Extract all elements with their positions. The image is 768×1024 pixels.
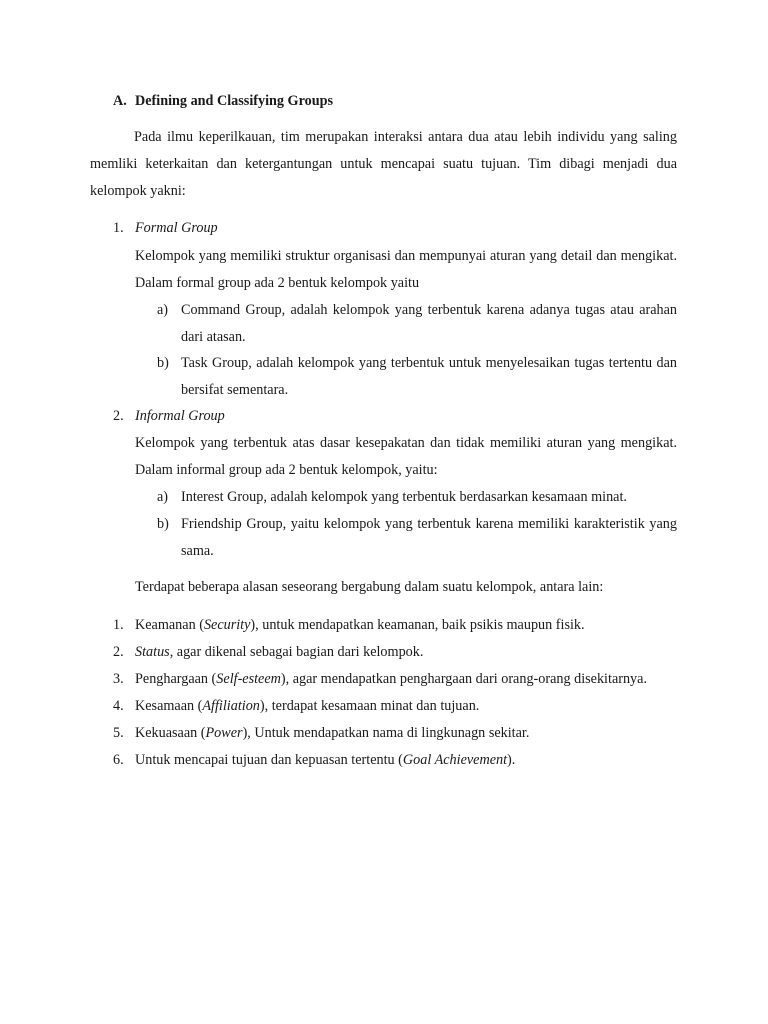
reason-term: Security xyxy=(203,617,251,633)
group-title-formal xyxy=(113,220,218,237)
reason-number: 3. xyxy=(113,671,124,687)
reason-item: 4. Kesamaan (Affiliation), terdapat kesamaan minat dan tujuan. xyxy=(113,693,677,720)
reason-term: Goal Achievement xyxy=(402,752,508,768)
subgroup-text: Command Group, adalah kelompok yang terbentuk karena adanya tugas atau arahan dari atasan. xyxy=(181,302,677,345)
group-title: Formal Group xyxy=(135,220,218,236)
subgroup-item xyxy=(157,511,677,565)
reason-item: 1. Keamanan (Security), untuk mendapatkan keamanan, baik psikis maupun fisik. xyxy=(113,612,677,639)
subgroup-item xyxy=(157,484,677,511)
subgroup-item xyxy=(157,297,677,351)
reasons-intro: Terdapat beberapa alasan seseorang bergabung dalam suatu kelompok, antara lain: xyxy=(135,579,604,595)
reason-term: Power xyxy=(205,725,243,741)
subgroup-text: Task Group, adalah kelompok yang terbentuk untuk menyelesaikan tugas tertentu dan bersifat sementara. xyxy=(181,355,677,398)
intro-paragraph: Pada ilmu keperilkauan, tim merupakan interaksi antara dua atau lebih individu yang saling memliki keterkaitan dan ketergantungan untuk mencapai suatu tujuan. Tim dibagi menjadi dua kelompok yakni: xyxy=(90,129,677,199)
group-title: Informal Group xyxy=(135,408,225,424)
reason-number: 2. xyxy=(113,644,124,660)
reason-term: Affiliation xyxy=(202,698,260,714)
subgroup-text: Friendship Group, yaitu kelompok yang terbentuk karena memiliki karakteristik yang sama. xyxy=(181,516,677,559)
reason-item: 3. Penghargaan (Self-esteem), agar mendapatkan penghargaan dari orang-orang disekitarnya. xyxy=(113,666,677,693)
group-number: 2. xyxy=(113,408,124,424)
section-title: Defining and Classifying Groups xyxy=(135,93,334,109)
section-number: A. xyxy=(113,93,127,109)
reason-item: 5. Kekuasaan (Power), Untuk mendapatkan nama di lingkunagn sekitar. xyxy=(113,720,677,747)
reason-term: Self-esteem xyxy=(216,671,281,687)
reasons-list xyxy=(113,612,677,774)
group-description-informal: Kelompok yang terbentuk atas dasar kesepakatan dan tidak memiliki aturan yang mengikat. Dalam informal group ada 2 bentuk kelompok, yaitu: xyxy=(135,435,677,478)
reason-number: 5. xyxy=(113,725,124,741)
group-description-formal: Kelompok yang memiliki struktur organisasi dan mempunyai aturan yang detail dan mengikat. Dalam formal group ada 2 bentuk kelompok yaitu xyxy=(135,248,677,291)
reason-number: 4. xyxy=(113,698,124,714)
subgroup-text: Interest Group, adalah kelompok yang terbentuk berdasarkan kesamaan minat. xyxy=(181,489,627,505)
section-heading xyxy=(113,93,333,110)
subgroup-mark: a) xyxy=(157,489,169,505)
group-number: 1. xyxy=(113,220,124,236)
reason-number: 6. xyxy=(113,752,124,768)
subgroup-item xyxy=(157,350,677,404)
subgroup-mark: b) xyxy=(157,516,169,532)
reason-item: 2. Status, agar dikenal sebagai bagian dari kelompok. xyxy=(113,639,677,666)
subgroup-mark: b) xyxy=(157,355,169,371)
subgroup-mark: a) xyxy=(157,302,169,318)
group-title-informal xyxy=(113,408,225,425)
reason-item: 6. Untuk mencapai tujuan dan kepuasan tertentu (Goal Achievement). xyxy=(113,747,677,774)
reason-number: 1. xyxy=(113,617,124,633)
reason-term: Status xyxy=(135,644,170,660)
